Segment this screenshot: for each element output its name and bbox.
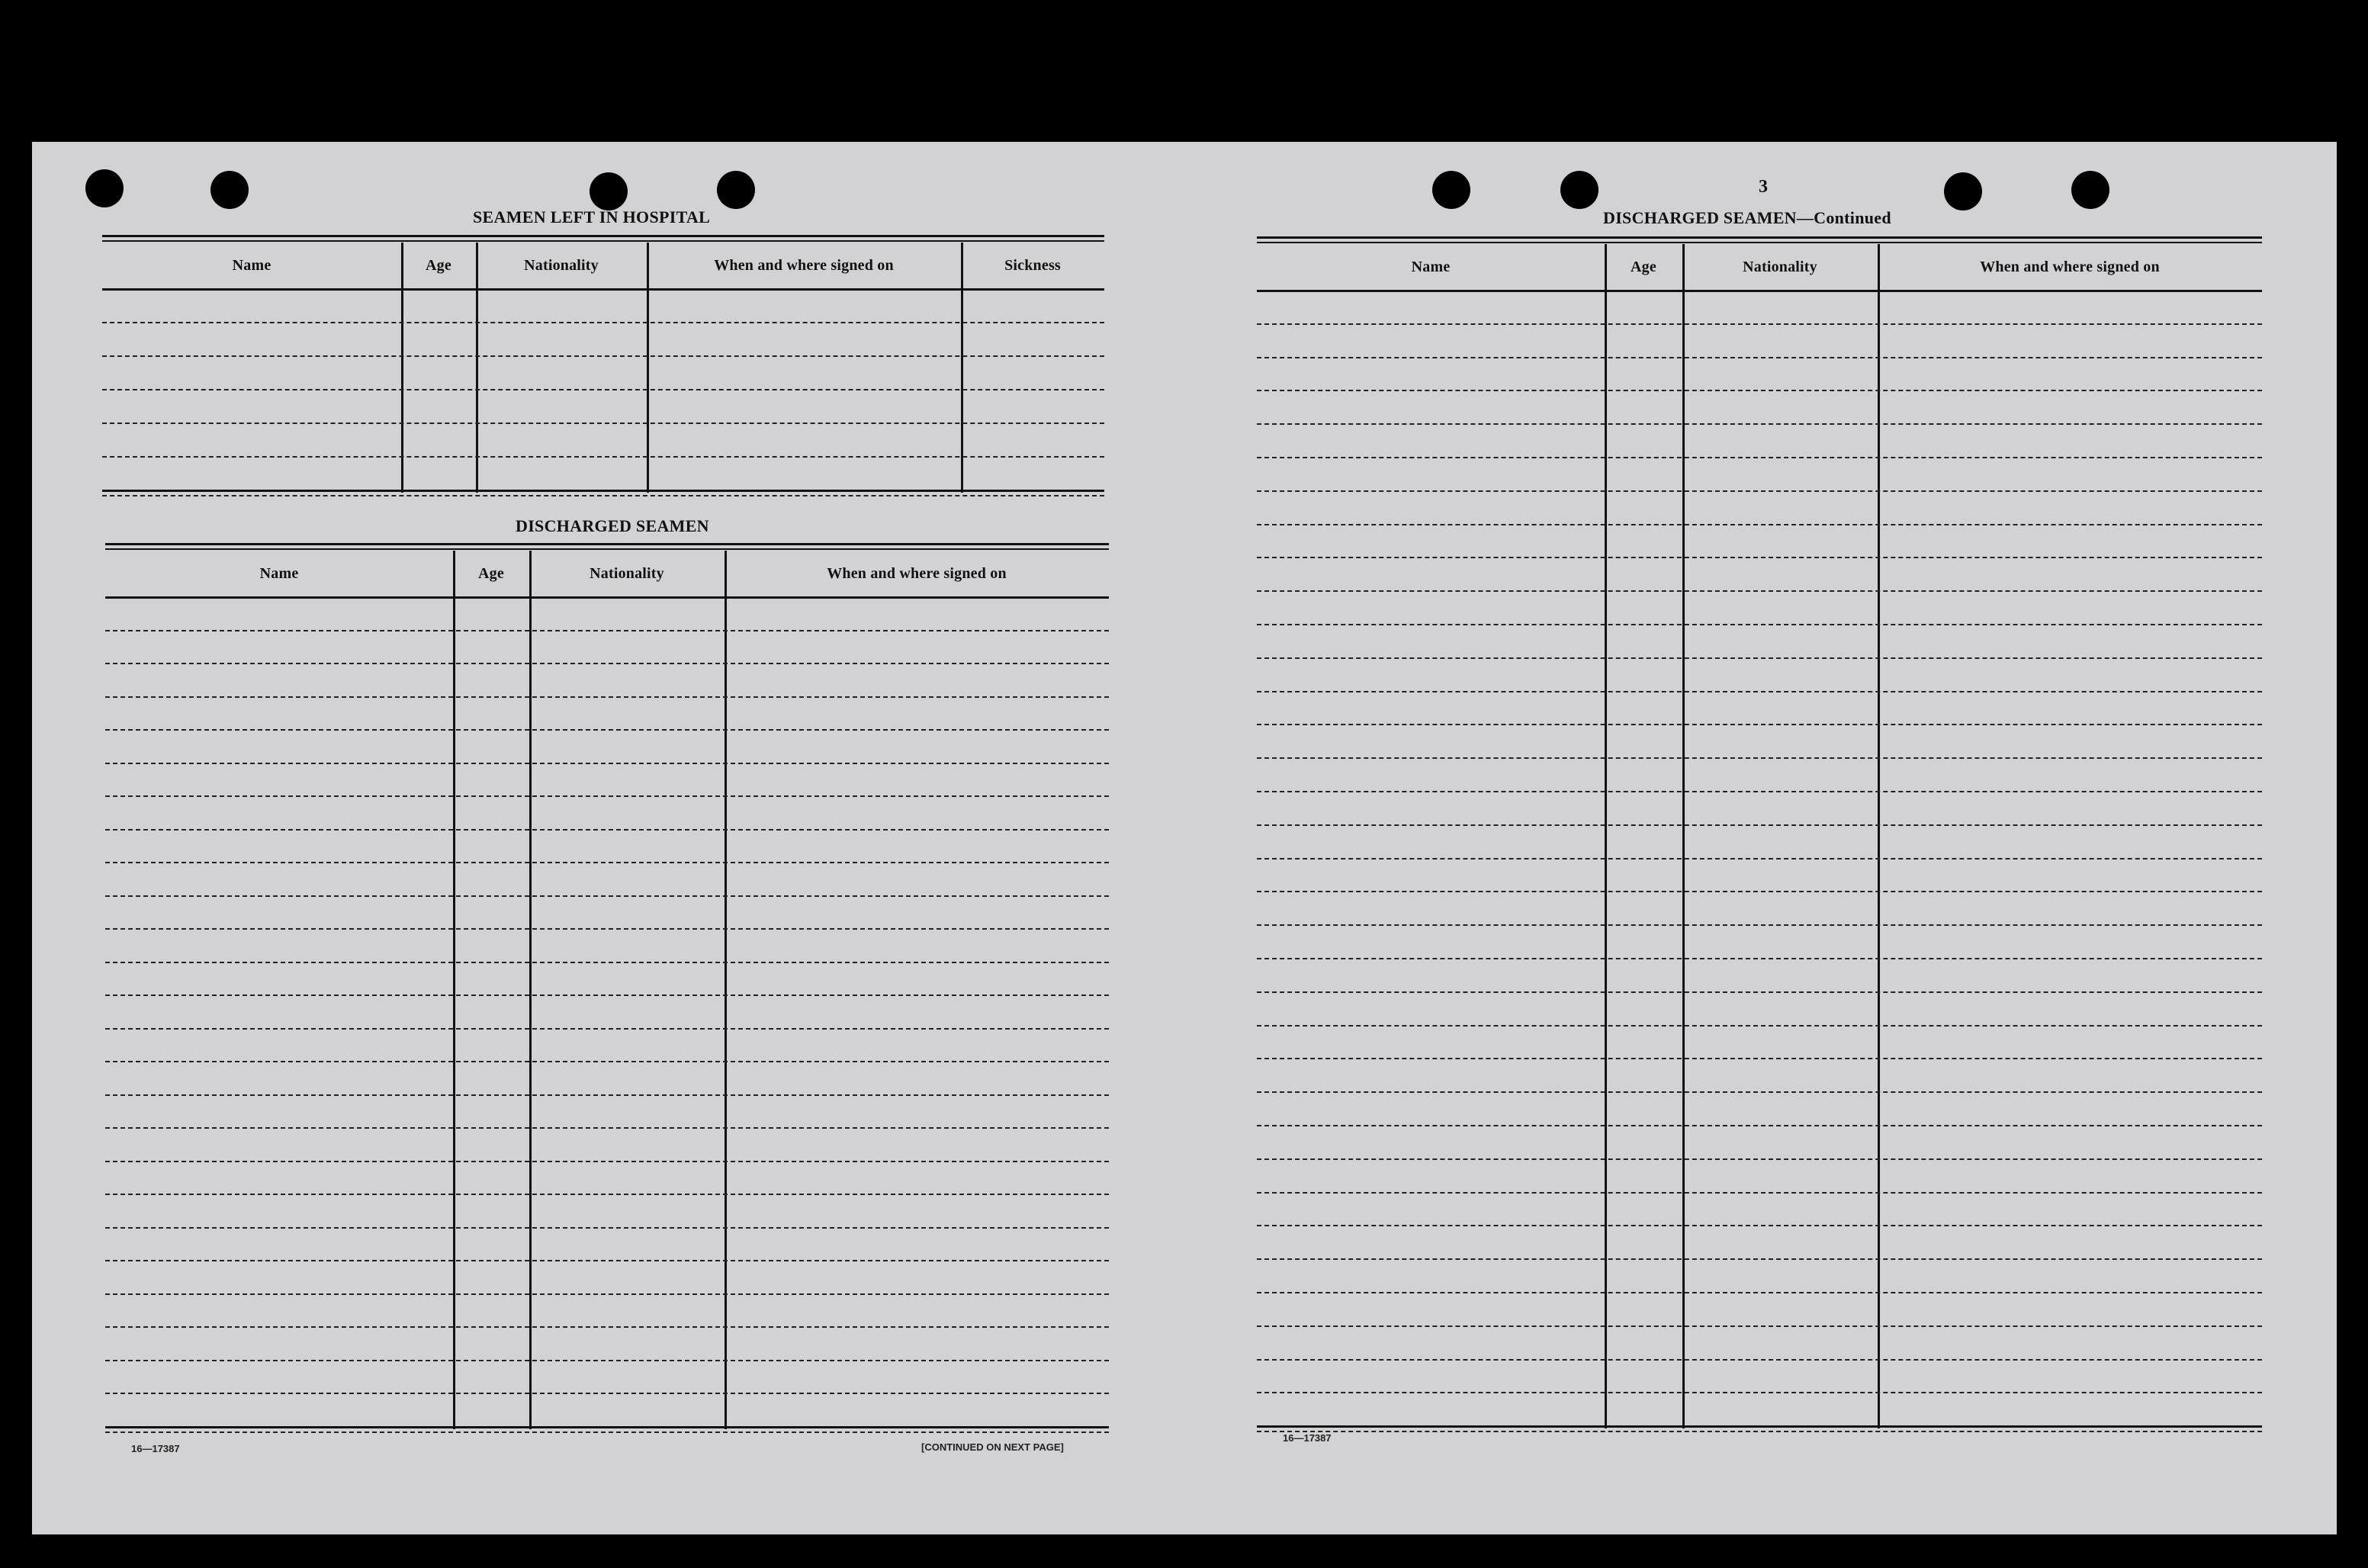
- column-header: Nationality: [524, 257, 599, 274]
- row-line: [105, 962, 1109, 963]
- row-line: [102, 322, 1104, 323]
- row-line: [1257, 1325, 2262, 1327]
- row-line: [1257, 757, 2262, 759]
- punch-hole: [1560, 171, 1598, 209]
- row-line: [1257, 858, 2262, 860]
- table-top-rule: [105, 548, 1109, 550]
- row-line: [1257, 557, 2262, 558]
- row-line: [105, 795, 1109, 797]
- right-form-number: 16—17387: [1283, 1432, 1332, 1444]
- row-line: [105, 663, 1109, 664]
- row-line: [105, 1094, 1109, 1096]
- column-header: Name: [1411, 259, 1451, 275]
- row-line: [1257, 824, 2262, 826]
- column-header: Age: [426, 257, 451, 274]
- row-line: [1257, 958, 2262, 959]
- row-line: [1257, 624, 2262, 625]
- header-rule: [102, 288, 1104, 291]
- column-header: When and where signed on: [714, 257, 894, 274]
- row-line: [1257, 590, 2262, 592]
- row-line: [105, 1293, 1109, 1295]
- row-line: [1257, 924, 2262, 926]
- row-line: [105, 1260, 1109, 1261]
- column-header: Nationality: [590, 565, 664, 582]
- row-line: [105, 1227, 1109, 1229]
- row-line: [102, 355, 1104, 357]
- punch-hole: [2071, 171, 2109, 209]
- continued-note: [CONTINUED ON NEXT PAGE]: [921, 1441, 1064, 1453]
- column-header: Sickness: [1004, 257, 1061, 274]
- row-line: [1257, 1392, 2262, 1393]
- row-line: [1257, 1292, 2262, 1293]
- column-header: Age: [478, 565, 504, 582]
- column-separator: [725, 551, 727, 1429]
- punch-hole: [1944, 172, 1982, 210]
- column-separator: [401, 243, 403, 493]
- row-line: [105, 1360, 1109, 1361]
- column-separator: [961, 243, 963, 493]
- row-line: [1257, 1192, 2262, 1194]
- discharged-continued-title-text: DISCHARGED SEAMEN: [1603, 208, 1797, 227]
- row-line: [1257, 423, 2262, 425]
- column-header: Name: [259, 565, 299, 582]
- row-line: [1257, 1158, 2262, 1160]
- row-line: [105, 1326, 1109, 1328]
- column-separator: [1682, 244, 1685, 1428]
- page-number: 3: [1759, 177, 1768, 197]
- row-line: [105, 630, 1109, 631]
- punch-hole: [210, 171, 249, 209]
- discharged-table-title: DISCHARGED SEAMEN: [516, 516, 709, 535]
- table-bottom-rule: [105, 1431, 1109, 1433]
- discharged-continued-table: [1257, 236, 2262, 1435]
- row-line: [105, 763, 1109, 764]
- column-header: Nationality: [1743, 259, 1817, 275]
- row-line: [1257, 1025, 2262, 1027]
- row-line: [1257, 891, 2262, 892]
- row-line: [1257, 457, 2262, 458]
- row-line: [1257, 357, 2262, 358]
- column-header: Name: [232, 257, 272, 274]
- column-separator: [453, 551, 455, 1429]
- row-line: [1257, 490, 2262, 492]
- row-line: [1257, 1359, 2262, 1361]
- column-separator: [1605, 244, 1607, 1428]
- row-line: [105, 1127, 1109, 1129]
- row-line: [105, 862, 1109, 863]
- column-separator: [476, 243, 478, 493]
- punch-hole: [590, 172, 628, 210]
- row-line: [1257, 691, 2262, 692]
- table-bottom-rule: [1257, 1425, 2262, 1428]
- table-top-rule: [102, 235, 1104, 237]
- table-top-rule: [1257, 242, 2262, 243]
- column-header: Age: [1631, 259, 1656, 275]
- row-line: [105, 1393, 1109, 1394]
- row-line: [1257, 724, 2262, 725]
- table-top-rule: [102, 240, 1104, 242]
- row-line: [1257, 657, 2262, 659]
- row-line: [105, 1061, 1109, 1062]
- column-separator: [647, 243, 649, 493]
- table-bottom-rule: [105, 1426, 1109, 1428]
- table-bottom-rule: [102, 495, 1104, 496]
- row-line: [102, 389, 1104, 390]
- row-line: [105, 928, 1109, 930]
- row-line: [105, 895, 1109, 897]
- header-rule: [1257, 290, 2262, 292]
- table-bottom-rule: [102, 490, 1104, 492]
- column-separator: [529, 551, 532, 1429]
- row-line: [105, 1194, 1109, 1195]
- row-line: [105, 1028, 1109, 1030]
- punch-hole: [1432, 171, 1470, 209]
- continued-suffix: —Continued: [1796, 208, 1891, 227]
- column-header: When and where signed on: [827, 565, 1007, 582]
- row-line: [1257, 323, 2262, 325]
- row-line: [105, 994, 1109, 996]
- row-line: [105, 829, 1109, 831]
- row-line: [105, 1161, 1109, 1162]
- column-header: When and where signed on: [1980, 259, 2160, 275]
- table-top-rule: [105, 543, 1109, 545]
- column-separator: [1878, 244, 1880, 1428]
- row-line: [1257, 1091, 2262, 1093]
- row-line: [105, 696, 1109, 698]
- row-line: [1257, 524, 2262, 525]
- hospital-table: [102, 235, 1104, 499]
- punch-hole: [85, 169, 124, 207]
- left-form-number: 16—17387: [131, 1443, 180, 1454]
- row-line: [1257, 991, 2262, 993]
- row-line: [1257, 1058, 2262, 1059]
- table-bottom-rule: [1257, 1431, 2262, 1432]
- row-line: [1257, 1225, 2262, 1226]
- row-line: [102, 423, 1104, 424]
- row-line: [102, 456, 1104, 458]
- row-line: [105, 729, 1109, 731]
- punch-hole: [717, 171, 755, 209]
- row-line: [1257, 1258, 2262, 1260]
- discharged-continued-title: [1603, 208, 1891, 228]
- table-top-rule: [1257, 236, 2262, 239]
- row-line: [1257, 791, 2262, 792]
- row-line: [1257, 1125, 2262, 1126]
- row-line: [1257, 390, 2262, 391]
- header-rule: [105, 596, 1109, 599]
- hospital-table-title: SEAMEN LEFT IN HOSPITAL: [473, 207, 711, 227]
- discharged-table: [105, 543, 1109, 1435]
